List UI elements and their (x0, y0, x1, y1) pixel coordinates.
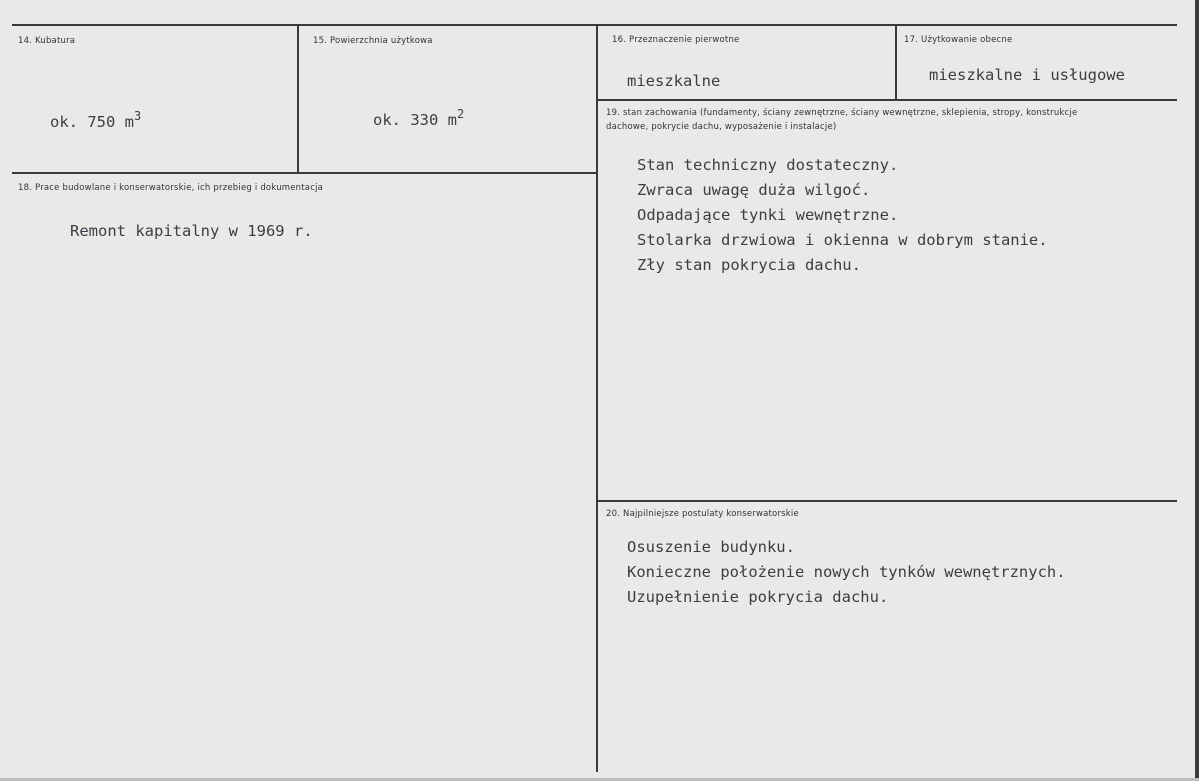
postulaty-label: 20. Najpilniejsze postulaty konserwatorskie (606, 509, 799, 519)
stan-zachowania-label: 19. stan zachowania (fundamenty, ściany zewnętrzne, ściany wewnętrzne, sklepienia, stropy, konstrukcje dachowe, pokrycie dachu, wyposażenie i instalacje) (606, 108, 1078, 132)
rule-under-16-17 (596, 99, 1177, 101)
przeznaczenie-value: mieszkalne (627, 72, 721, 90)
rule-under-14-15 (12, 172, 597, 174)
postulaty-line: Uzupełnienie pokrycia dachu. (627, 588, 889, 606)
prace-budowlane-value: Remont kapitalny w 1969 r. (70, 222, 313, 240)
przeznaczenie-label: 16. Przeznaczenie pierwotne (612, 35, 740, 45)
uzytkowanie-value: mieszkalne i usługowe (929, 66, 1125, 84)
stan-zachowania-list (637, 153, 1048, 278)
stan-zachowania-line: Stan techniczny dostateczny. (637, 156, 899, 174)
powierzchnia-value (373, 107, 464, 129)
divider-14-15 (297, 24, 299, 172)
stan-zachowania-line: Odpadające tynki wewnętrzne. (637, 206, 899, 224)
stan-zachowania-line: Zły stan pokrycia dachu. (637, 256, 861, 274)
top-rule (12, 24, 1177, 26)
prace-budowlane-label: 18. Prace budowlane i konserwatorskie, ich przebieg i dokumentacja (18, 183, 324, 193)
uzytkowanie-label: 17. Użytkowanie obecne (904, 35, 1013, 45)
powierzchnia-value-text: ok. 330 m (373, 111, 457, 129)
rule-above-20 (596, 500, 1177, 502)
scan-right-edge (1195, 0, 1199, 781)
powierzchnia-unit-exponent: 2 (457, 107, 465, 121)
kubatura-label: 14. Kubatura (18, 36, 76, 46)
postulaty-line: Osuszenie budynku. (627, 538, 795, 556)
kubatura-value-text: ok. 750 m (50, 113, 134, 131)
postulaty-list (627, 535, 1066, 610)
divider-16-17 (895, 24, 897, 100)
powierzchnia-label: 15. Powierzchnia użytkowa (313, 36, 433, 46)
postulaty-line: Konieczne położenie nowych tynków wewnętrznych. (627, 563, 1066, 581)
stan-zachowania-line: Stolarka drzwiowa i okienna w dobrym stanie. (637, 231, 1048, 249)
kubatura-value (50, 109, 141, 131)
divider-main (596, 24, 598, 772)
stan-zachowania-line: Zwraca uwagę duża wilgoć. (637, 181, 871, 199)
kubatura-unit-exponent: 3 (134, 109, 142, 123)
